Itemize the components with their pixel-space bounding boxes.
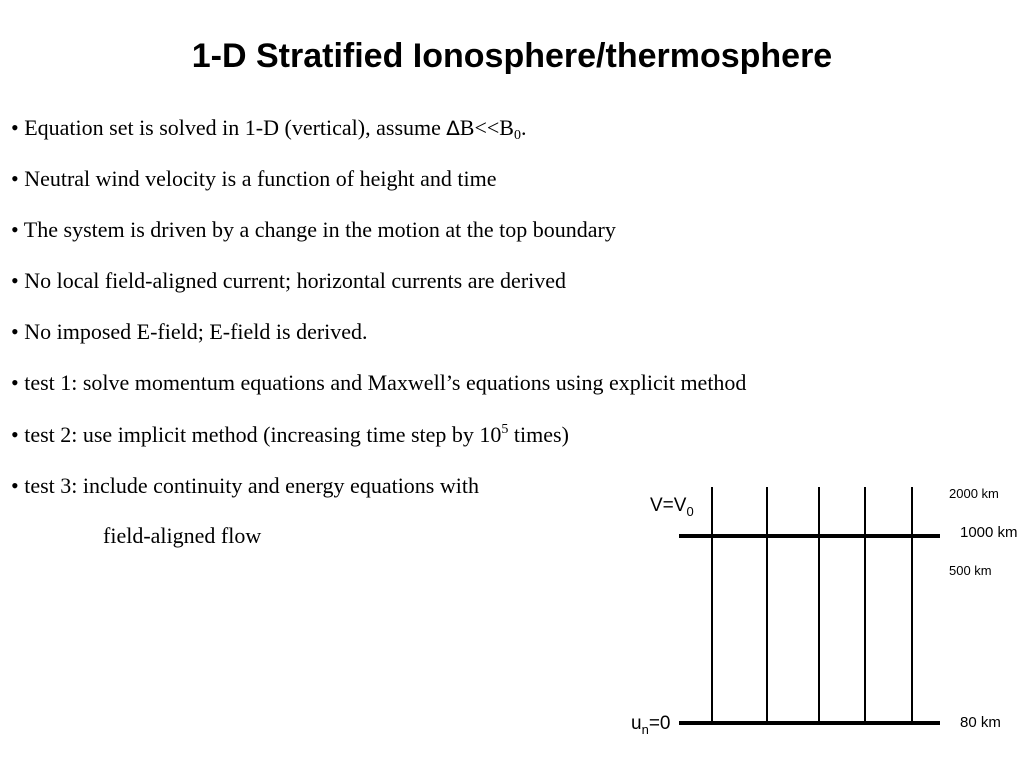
superscript-five: 5 xyxy=(501,422,509,437)
slide-title: 1-D Stratified Ionosphere/thermosphere xyxy=(191,37,833,75)
altitude-label-2000: 2000 km xyxy=(949,486,999,501)
altitude-label-1000: 1000 km xyxy=(960,524,1018,541)
bullet-text-end: times) xyxy=(508,422,569,447)
altitude-label-500: 500 km xyxy=(949,563,992,578)
bullet-neutral-wind: • Neutral wind velocity is a function of height and time xyxy=(11,166,497,191)
bullet-text-mid: B<<B xyxy=(459,115,514,140)
subscript-zero: 0 xyxy=(513,128,521,143)
bullet-text-end: . xyxy=(520,115,527,140)
bullet-text: • test 2: use implicit method (increasing time step by 10 xyxy=(11,422,502,447)
delta-symbol: ∆ xyxy=(446,116,460,140)
bullet-text: Equation set is solved in 1-D (vertical), assume xyxy=(18,115,447,140)
bottom-boundary-condition: $u_n=0$ xyxy=(631,713,671,737)
bullet-test-1: • test 1: solve momentum equations and Maxwell’s equations using explicit method xyxy=(11,370,747,395)
bullet-test-3-continuation: field-aligned flow xyxy=(103,523,262,548)
bullet-marker: • xyxy=(11,115,19,140)
bullet-no-imposed-efield: • No imposed E-field; E-field is derived. xyxy=(11,319,368,344)
top-boundary-condition: $V=V_0$ xyxy=(650,495,694,519)
bullet-no-local-current: • No local field-aligned current; horizontal currents are derived xyxy=(11,268,567,293)
bullet-system-driven: • The system is driven by a change in the motion at the top boundary xyxy=(11,217,616,242)
bullet-test-3: • test 3: include continuity and energy equations with xyxy=(11,473,479,498)
altitude-label-80: 80 km xyxy=(960,714,1001,731)
